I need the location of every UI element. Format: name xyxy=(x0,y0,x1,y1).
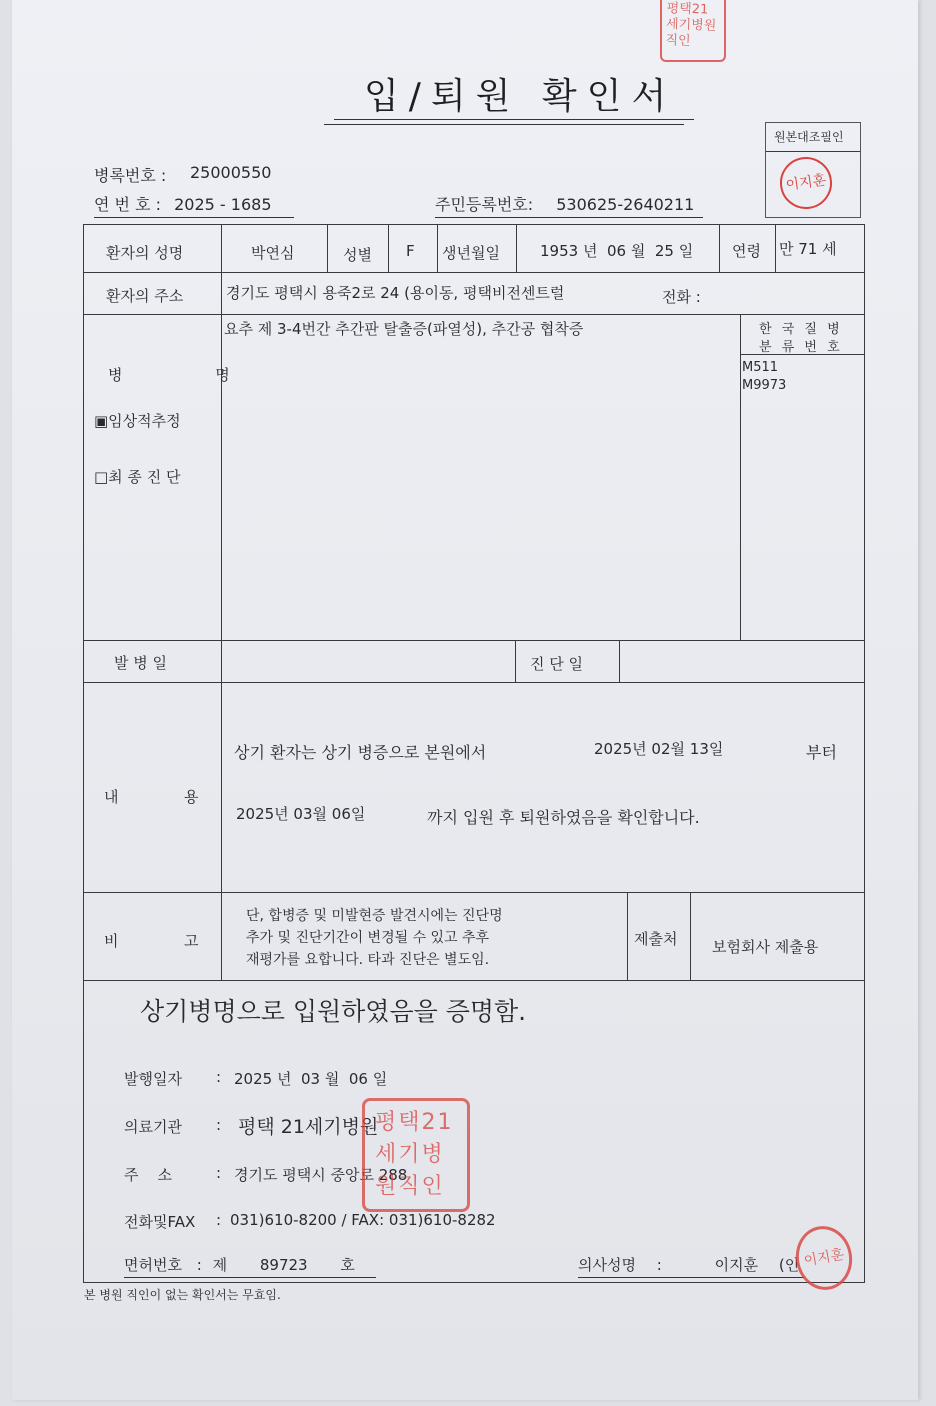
doctor-seal-stamp: 이지훈 xyxy=(791,1222,857,1295)
rrn-value: 530625-2640211 xyxy=(556,195,695,214)
license-number: 89723 xyxy=(259,1256,308,1274)
hospital-address: 경기도 평택시 중앙로 288 xyxy=(234,1166,408,1184)
remarks-label-2: 고 xyxy=(184,932,199,950)
remarks-label-1: 비 xyxy=(104,932,119,950)
serial-row xyxy=(94,192,294,218)
remarks-text-line: 추가 및 진단기간이 변경될 수 있고 추후 xyxy=(246,930,490,946)
hospital-address-label: 주 소 xyxy=(124,1166,173,1184)
content-line1: 상기 환자는 상기 병증으로 본원에서 xyxy=(234,743,487,762)
kcd-code: M9973 xyxy=(742,378,787,393)
content-label-2: 용 xyxy=(184,788,199,806)
phone-label: 전화 : xyxy=(662,288,701,306)
diagnosis-text: 요추 제 3-4번간 추간판 탈출증(파열성), 추간공 협착증 xyxy=(224,320,584,338)
onset-date-label: 발 병 일 xyxy=(114,654,168,672)
institution-label: 의료기관 xyxy=(124,1118,182,1136)
colon: : xyxy=(216,1068,222,1086)
title-underline-2 xyxy=(324,124,684,125)
sex-label: 성별 xyxy=(343,246,372,264)
discharge-date: 2025년 03월 06일 xyxy=(236,805,366,823)
record-no-label: 병록번호 : xyxy=(94,166,167,185)
colon: : xyxy=(196,1256,202,1274)
doctor-seal-small-stamp: 이지훈 xyxy=(777,154,836,213)
final-diagnosis-checkbox: □최 종 진 단 xyxy=(94,468,181,486)
title-underline xyxy=(334,119,694,120)
patient-address: 경기도 평택시 용죽2로 24 (용이동, 평택비전센트럴 xyxy=(226,284,565,302)
age-value: 만 71 세 xyxy=(779,240,837,258)
doctor-row xyxy=(578,1254,804,1278)
dob-value: 1953 년 06 월 25 일 xyxy=(540,242,694,260)
patient-name-label: 환자의 성명 xyxy=(106,244,184,262)
footer-note: 본 병원 직인이 없는 확인서는 무효임. xyxy=(84,1288,281,1302)
age-label: 연령 xyxy=(732,242,761,260)
license-label: 면허번호 xyxy=(124,1256,182,1274)
serial-no: 2025 - 1685 xyxy=(174,195,272,214)
license-row xyxy=(124,1254,376,1278)
issue-date: 2025 년 03 월 06 일 xyxy=(234,1070,388,1088)
original-seal-box xyxy=(765,122,861,218)
hospital-seal-top-stamp: 평택21세기병원직인 xyxy=(660,0,726,62)
document-title: 입/퇴원 확인서 xyxy=(364,76,677,117)
issue-date-label: 발행일자 xyxy=(124,1070,182,1088)
doctor-name: 이지훈 xyxy=(714,1256,759,1274)
submit-to-label: 제출처 xyxy=(634,930,678,948)
dob-label: 생년월일 xyxy=(442,244,500,262)
kcd-code: M511 xyxy=(742,360,779,375)
doctor-label: 의사성명 xyxy=(578,1256,636,1274)
patient-name: 박연심 xyxy=(251,244,295,262)
address-label: 환자의 주소 xyxy=(106,287,184,305)
disease-label: 병 명 xyxy=(108,366,274,384)
diagnosis-date-label: 진 단 일 xyxy=(530,655,584,673)
kcd-label-2: 분 류 번 호 xyxy=(759,340,843,355)
remarks-text-line: 단, 합병증 및 미발현증 발견시에는 진단명 xyxy=(246,908,503,924)
record-no: 25000550 xyxy=(190,163,272,182)
original-seal-label: 원본대조필인 xyxy=(774,130,844,144)
colon: : xyxy=(656,1256,662,1274)
content-from: 부터 xyxy=(806,743,837,762)
sex-value: F xyxy=(406,242,415,260)
submit-to-value: 보험회사 제출용 xyxy=(712,938,819,956)
certify-statement: 상기병명으로 입원하였음을 증명함. xyxy=(140,997,527,1026)
institution-name: 평택 21세기병원 xyxy=(238,1116,379,1138)
clinical-estimate-checkbox: ▣임상적추정 xyxy=(94,412,181,430)
serial-label: 연 번 호 : xyxy=(94,195,162,214)
tel-fax-label: 전화및FAX xyxy=(124,1213,196,1231)
content-label-1: 내 xyxy=(104,788,119,806)
rrn-row xyxy=(435,192,703,218)
license-prefix: 제 xyxy=(212,1256,228,1274)
colon: : xyxy=(216,1211,222,1229)
kcd-label-1: 한 국 질 병 xyxy=(759,322,843,337)
admission-date: 2025년 02월 13일 xyxy=(594,740,724,758)
colon: : xyxy=(216,1116,222,1134)
rrn-label: 주민등록번호: xyxy=(435,195,534,214)
license-suffix: 호 xyxy=(340,1256,355,1274)
remarks-text-line: 재평가를 요합니다. 타과 진단은 별도임. xyxy=(246,952,490,968)
content-line2: 까지 입원 후 퇴원하였음을 확인합니다. xyxy=(427,808,700,827)
document-page xyxy=(12,0,918,1400)
tel-fax-value: 031)610-8200 / FAX: 031)610-8282 xyxy=(230,1211,496,1229)
hospital-seal-stamp: 평택21세기병원직인 xyxy=(362,1098,470,1212)
colon: : xyxy=(216,1164,222,1182)
seal-mark: (인 xyxy=(778,1256,800,1274)
